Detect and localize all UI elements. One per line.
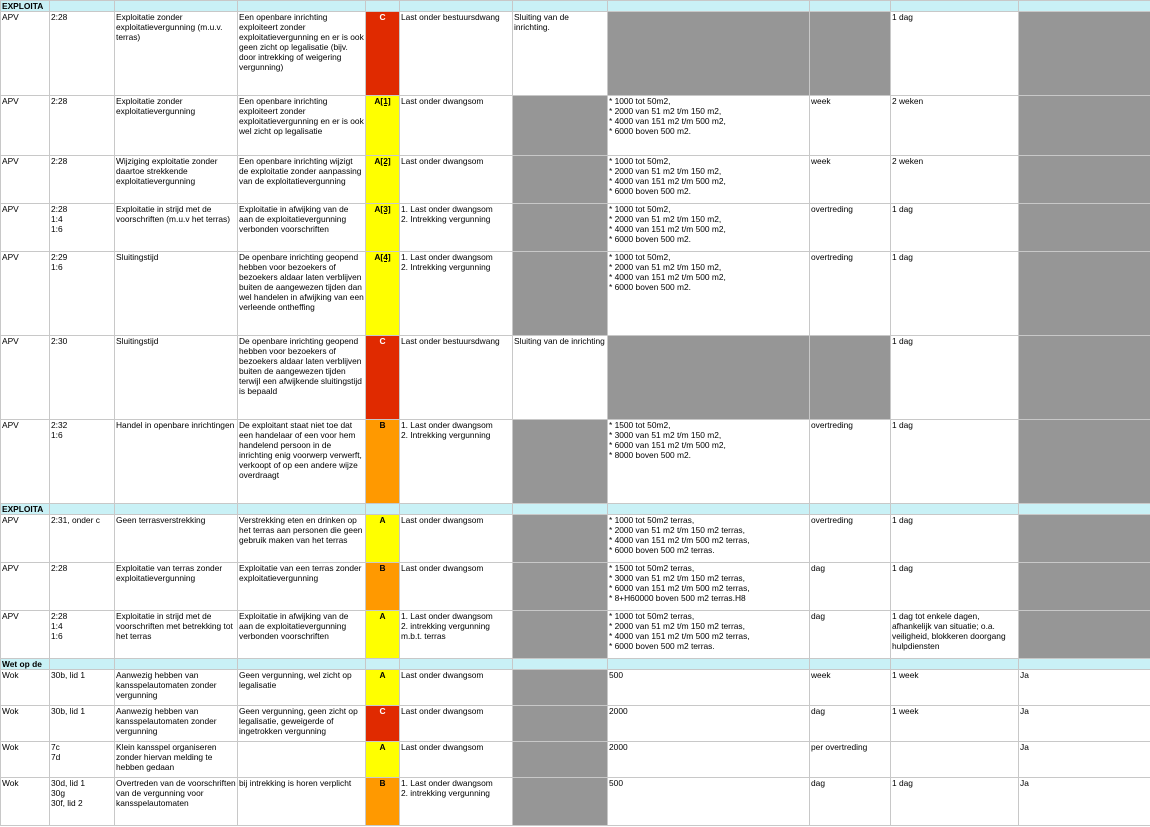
table-row (1, 96, 1150, 156)
extra-cell (1019, 515, 1150, 563)
penalty-amount-cell: * 1000 tot 50m2 terras, * 2000 van 51 m2 t/m 150 m2 terras, * 4000 van 151 m2 t/m 500 m2 terras, * 6000 boven 500 m2 terras. (608, 515, 810, 563)
sanction-cell: Last onder dwangsom (400, 670, 513, 706)
article-cell: 2:30 (50, 336, 115, 420)
offence-cell: Overtreden van de voorschriften van de vergunning voor kansspelautomaten (115, 778, 238, 826)
table-row (1, 204, 1150, 252)
footnote-ref[interactable]: [3] (380, 204, 391, 214)
table-row (1, 778, 1150, 826)
section-cell (608, 659, 810, 670)
section-cell (1019, 504, 1150, 515)
code-cell: Wok (1, 742, 50, 778)
penalty-amount-cell: 2000 (608, 742, 810, 778)
section-header (1, 1, 1150, 12)
sanction-cell: 1. Last onder dwangsom 2. intrekking vergunning m.b.t. terras (400, 611, 513, 659)
table-row (1, 563, 1150, 611)
category-badge: C (366, 336, 400, 420)
category-badge: B (366, 563, 400, 611)
article-cell: 2:28 (50, 563, 115, 611)
category-badge: A[3] (366, 204, 400, 252)
deadline-cell: 1 dag (891, 515, 1019, 563)
section-header (1, 659, 1150, 670)
sanction-cell: 1. Last onder dwangsom 2. Intrekking vergunning (400, 204, 513, 252)
section-cell (1019, 1, 1150, 12)
section-title: EXPLOITA (1, 1, 50, 12)
description-cell: Verstrekking eten en drinken op het terras aan personen die geen gebruik maken van het terras (238, 515, 366, 563)
code-cell: APV (1, 156, 50, 204)
description-cell: Exploitatie in afwijking van de aan de exploitatievergunning verbonden voorschriften (238, 611, 366, 659)
category-badge: A (366, 670, 400, 706)
sanction-cell: Last onder dwangsom (400, 515, 513, 563)
section-cell (608, 1, 810, 12)
section-cell (400, 659, 513, 670)
measure-cell (513, 611, 608, 659)
table-row (1, 12, 1150, 96)
deadline-cell: 1 dag (891, 563, 1019, 611)
extra-cell (1019, 252, 1150, 336)
code-cell: Wok (1, 778, 50, 826)
article-cell: 30b, lid 1 (50, 670, 115, 706)
table-row (1, 252, 1150, 336)
code-cell: APV (1, 252, 50, 336)
extra-cell (1019, 611, 1150, 659)
penalty-amount-cell (608, 12, 810, 96)
section-cell (891, 659, 1019, 670)
description-cell: Geen vergunning, wel zicht op legalisatie (238, 670, 366, 706)
description-cell: De openbare inrichting geopend hebben voor bezoekers of bezoekers aldaar laten verblijven buiten de aangewezen tijden dan wel handelen in afwijking van een verleende ontheffing (238, 252, 366, 336)
penalty-amount-cell: 2000 (608, 706, 810, 742)
category-badge: A[4] (366, 252, 400, 336)
article-cell: 2:28 (50, 12, 115, 96)
article-cell: 2:28 (50, 156, 115, 204)
code-cell: APV (1, 12, 50, 96)
period-cell (810, 12, 891, 96)
extra-cell: Ja (1019, 778, 1150, 826)
period-cell: dag (810, 706, 891, 742)
extra-cell (1019, 336, 1150, 420)
article-cell: 2:28 (50, 96, 115, 156)
offence-cell: Exploitatie van terras zonder exploitatievergunning (115, 563, 238, 611)
sanction-cell: Last onder dwangsom (400, 156, 513, 204)
measure-cell (513, 778, 608, 826)
section-cell (115, 659, 238, 670)
penalty-amount-cell: * 1000 tot 50m2 terras, * 2000 van 51 m2 t/m 150 m2 terras, * 4000 van 151 m2 t/m 500 m2 terras, * 6000 boven 500 m2 terras. (608, 611, 810, 659)
deadline-cell: 1 dag (891, 336, 1019, 420)
footnote-ref[interactable]: [2] (380, 156, 391, 166)
penalty-amount-cell: * 1500 tot 50m2 terras, * 3000 van 51 m2 t/m 150 m2 terras, * 6000 van 151 m2 t/m 500 m2 terras, * 8+H60000 boven 500 m2 terras.H8 (608, 563, 810, 611)
category-badge: A (366, 515, 400, 563)
deadline-cell: 2 weken (891, 96, 1019, 156)
offence-cell: Aanwezig hebben van kansspelautomaten zonder vergunning (115, 706, 238, 742)
sanction-cell: 1. Last onder dwangsom 2. Intrekking vergunning (400, 252, 513, 336)
offence-cell: Exploitatie zonder exploitatievergunning (115, 96, 238, 156)
sanction-cell: Last onder dwangsom (400, 742, 513, 778)
description-cell: Geen vergunning, geen zicht op legalisatie, geweigerde of ingetrokken vergunning (238, 706, 366, 742)
description-cell: bij intrekking is horen verplicht (238, 778, 366, 826)
category-badge: A[1] (366, 96, 400, 156)
measure-cell (513, 204, 608, 252)
deadline-cell: 1 dag tot enkele dagen, afhankelijk van situatie; o.a. veiligheid, blokkeren doorgang hulpdiensten (891, 611, 1019, 659)
table-row (1, 742, 1150, 778)
section-cell (400, 1, 513, 12)
section-cell (513, 1, 608, 12)
sanction-cell: Last onder dwangsom (400, 706, 513, 742)
section-cell (50, 659, 115, 670)
measure-cell (513, 742, 608, 778)
category-badge: A[2] (366, 156, 400, 204)
table-row (1, 706, 1150, 742)
description-cell: Een openbare inrichting wijzigt de exploitatie zonder aanpassing van de exploitatievergunning (238, 156, 366, 204)
description-cell: De openbare inrichting geopend hebben voor bezoekers of bezoekers aldaar laten verblijven buiten de aangewezen tijden terwijl een afwijkende sluitingstijd is bepaald (238, 336, 366, 420)
period-cell: dag (810, 611, 891, 659)
period-cell (810, 336, 891, 420)
offence-cell: Sluitingstijd (115, 252, 238, 336)
section-cell (238, 1, 366, 12)
section-title: Wet op de (1, 659, 50, 670)
deadline-cell: 1 week (891, 706, 1019, 742)
article-cell: 2:29 1:6 (50, 252, 115, 336)
extra-cell: Ja (1019, 706, 1150, 742)
table-row (1, 515, 1150, 563)
sanction-cell: Last onder bestuursdwang (400, 336, 513, 420)
period-cell: dag (810, 563, 891, 611)
extra-cell (1019, 420, 1150, 504)
footnote-ref[interactable]: [1] (380, 96, 391, 106)
code-cell: APV (1, 336, 50, 420)
code-cell: Wok (1, 670, 50, 706)
section-cell (238, 504, 366, 515)
code-cell: APV (1, 204, 50, 252)
measure-cell (513, 515, 608, 563)
penalty-amount-cell: * 1500 tot 50m2, * 3000 van 51 m2 t/m 150 m2, * 6000 van 151 m2 t/m 500 m2, * 8000 boven 500 m2. (608, 420, 810, 504)
offence-cell: Exploitatie in strijd met de voorschriften (m.u.v het terras) (115, 204, 238, 252)
sanction-cell: Last onder dwangsom (400, 96, 513, 156)
section-title: EXPLOITA (1, 504, 50, 515)
period-cell: week (810, 670, 891, 706)
section-cell (115, 504, 238, 515)
deadline-cell: 1 dag (891, 778, 1019, 826)
period-cell: overtreding (810, 204, 891, 252)
measure-cell (513, 96, 608, 156)
deadline-cell (891, 742, 1019, 778)
article-cell: 2:31, onder c (50, 515, 115, 563)
measure-cell (513, 420, 608, 504)
section-cell (238, 659, 366, 670)
period-cell: overtreding (810, 420, 891, 504)
article-cell: 30b, lid 1 (50, 706, 115, 742)
article-cell: 2:28 1:4 1:6 (50, 611, 115, 659)
extra-cell (1019, 156, 1150, 204)
sanction-cell: Last onder bestuursdwang (400, 12, 513, 96)
description-cell (238, 742, 366, 778)
section-header (1, 504, 1150, 515)
deadline-cell: 1 dag (891, 204, 1019, 252)
deadline-cell: 1 dag (891, 12, 1019, 96)
table-row (1, 336, 1150, 420)
measure-cell: Sluiting van de inrichting. (513, 12, 608, 96)
measure-cell (513, 563, 608, 611)
deadline-cell: 2 weken (891, 156, 1019, 204)
section-cell (366, 659, 400, 670)
table-row (1, 611, 1150, 659)
deadline-cell: 1 dag (891, 420, 1019, 504)
sanction-cell: Last onder dwangsom (400, 563, 513, 611)
section-cell (608, 504, 810, 515)
section-cell (810, 1, 891, 12)
extra-cell (1019, 96, 1150, 156)
category-badge: A (366, 611, 400, 659)
category-badge: C (366, 12, 400, 96)
section-cell (810, 659, 891, 670)
description-cell: Exploitatie van een terras zonder exploitatievergunning (238, 563, 366, 611)
period-cell: week (810, 96, 891, 156)
offence-cell: Geen terrasverstrekking (115, 515, 238, 563)
section-cell (50, 504, 115, 515)
section-cell (513, 504, 608, 515)
offence-cell: Handel in openbare inrichtingen (115, 420, 238, 504)
penalty-amount-cell: * 1000 tot 50m2, * 2000 van 51 m2 t/m 150 m2, * 4000 van 151 m2 t/m 500 m2, * 6000 boven 500 m2. (608, 156, 810, 204)
offence-cell: Aanwezig hebben van kansspelautomaten zonder vergunning (115, 670, 238, 706)
article-cell: 2:28 1:4 1:6 (50, 204, 115, 252)
sanction-cell: 1. Last onder dwangsom 2. Intrekking vergunning (400, 420, 513, 504)
description-cell: Exploitatie in afwijking van de aan de exploitatievergunning verbonden voorschriften (238, 204, 366, 252)
offence-cell: Wijziging exploitatie zonder daartoe strekkende exploitatievergunning (115, 156, 238, 204)
article-cell: 7c 7d (50, 742, 115, 778)
measure-cell (513, 156, 608, 204)
period-cell: dag (810, 778, 891, 826)
section-cell (891, 1, 1019, 12)
table-row (1, 420, 1150, 504)
offence-cell: Exploitatie zonder exploitatievergunning (m.u.v. terras) (115, 12, 238, 96)
section-cell (366, 1, 400, 12)
period-cell: week (810, 156, 891, 204)
section-cell (115, 1, 238, 12)
offence-cell: Exploitatie in strijd met de voorschriften met betrekking tot het terras (115, 611, 238, 659)
extra-cell (1019, 204, 1150, 252)
period-cell: overtreding (810, 515, 891, 563)
table-row (1, 670, 1150, 706)
table-row (1, 156, 1150, 204)
category-badge: B (366, 778, 400, 826)
offence-cell: Klein kansspel organiseren zonder hiervan melding te hebben gedaan (115, 742, 238, 778)
section-cell (513, 659, 608, 670)
deadline-cell: 1 dag (891, 252, 1019, 336)
deadline-cell: 1 week (891, 670, 1019, 706)
penalty-amount-cell (608, 336, 810, 420)
section-cell (400, 504, 513, 515)
penalty-amount-cell: * 1000 tot 50m2, * 2000 van 51 m2 t/m 150 m2, * 4000 van 151 m2 t/m 500 m2, * 6000 boven 500 m2. (608, 252, 810, 336)
penalty-amount-cell: * 1000 tot 50m2, * 2000 van 51 m2 t/m 150 m2, * 4000 van 151 m2 t/m 500 m2, * 6000 boven 500 m2. (608, 204, 810, 252)
footnote-ref[interactable]: [4] (380, 252, 391, 262)
measure-cell: Sluiting van de inrichting (513, 336, 608, 420)
category-badge: B (366, 420, 400, 504)
code-cell: APV (1, 420, 50, 504)
penalty-amount-cell: 500 (608, 670, 810, 706)
code-cell: APV (1, 96, 50, 156)
section-cell (366, 504, 400, 515)
section-cell (1019, 659, 1150, 670)
code-cell: APV (1, 515, 50, 563)
penalty-amount-cell: * 1000 tot 50m2, * 2000 van 51 m2 t/m 150 m2, * 4000 van 151 m2 t/m 500 m2, * 6000 boven 500 m2. (608, 96, 810, 156)
period-cell: overtreding (810, 252, 891, 336)
extra-cell (1019, 563, 1150, 611)
extra-cell: Ja (1019, 670, 1150, 706)
category-badge: A (366, 742, 400, 778)
offence-cell: Sluitingstijd (115, 336, 238, 420)
period-cell: per overtreding (810, 742, 891, 778)
section-cell (891, 504, 1019, 515)
article-cell: 30d, lid 1 30g 30f, lid 2 (50, 778, 115, 826)
section-cell (810, 504, 891, 515)
extra-cell: Ja (1019, 742, 1150, 778)
description-cell: De exploitant staat niet toe dat een handelaar of een voor hem handelend persoon in de inrichting enig voorwerp verwerft, verkoopt of op een andere wijze overdraagt (238, 420, 366, 504)
penalty-amount-cell: 500 (608, 778, 810, 826)
sanction-cell: 1. Last onder dwangsom 2. intrekking vergunning (400, 778, 513, 826)
measure-cell (513, 252, 608, 336)
section-cell (50, 1, 115, 12)
extra-cell (1019, 12, 1150, 96)
description-cell: Een openbare inrichting exploiteert zonder exploitatievergunning en er is ook wel zicht op legalisatie (238, 96, 366, 156)
measure-cell (513, 706, 608, 742)
code-cell: APV (1, 563, 50, 611)
article-cell: 2:32 1:6 (50, 420, 115, 504)
description-cell: Een openbare inrichting exploiteert zonder exploitatievergunning en er is ook geen zicht op legalisatie (bijv. door intrekking of weigering vergunning) (238, 12, 366, 96)
category-badge: C (366, 706, 400, 742)
measure-cell (513, 670, 608, 706)
code-cell: Wok (1, 706, 50, 742)
code-cell: APV (1, 611, 50, 659)
